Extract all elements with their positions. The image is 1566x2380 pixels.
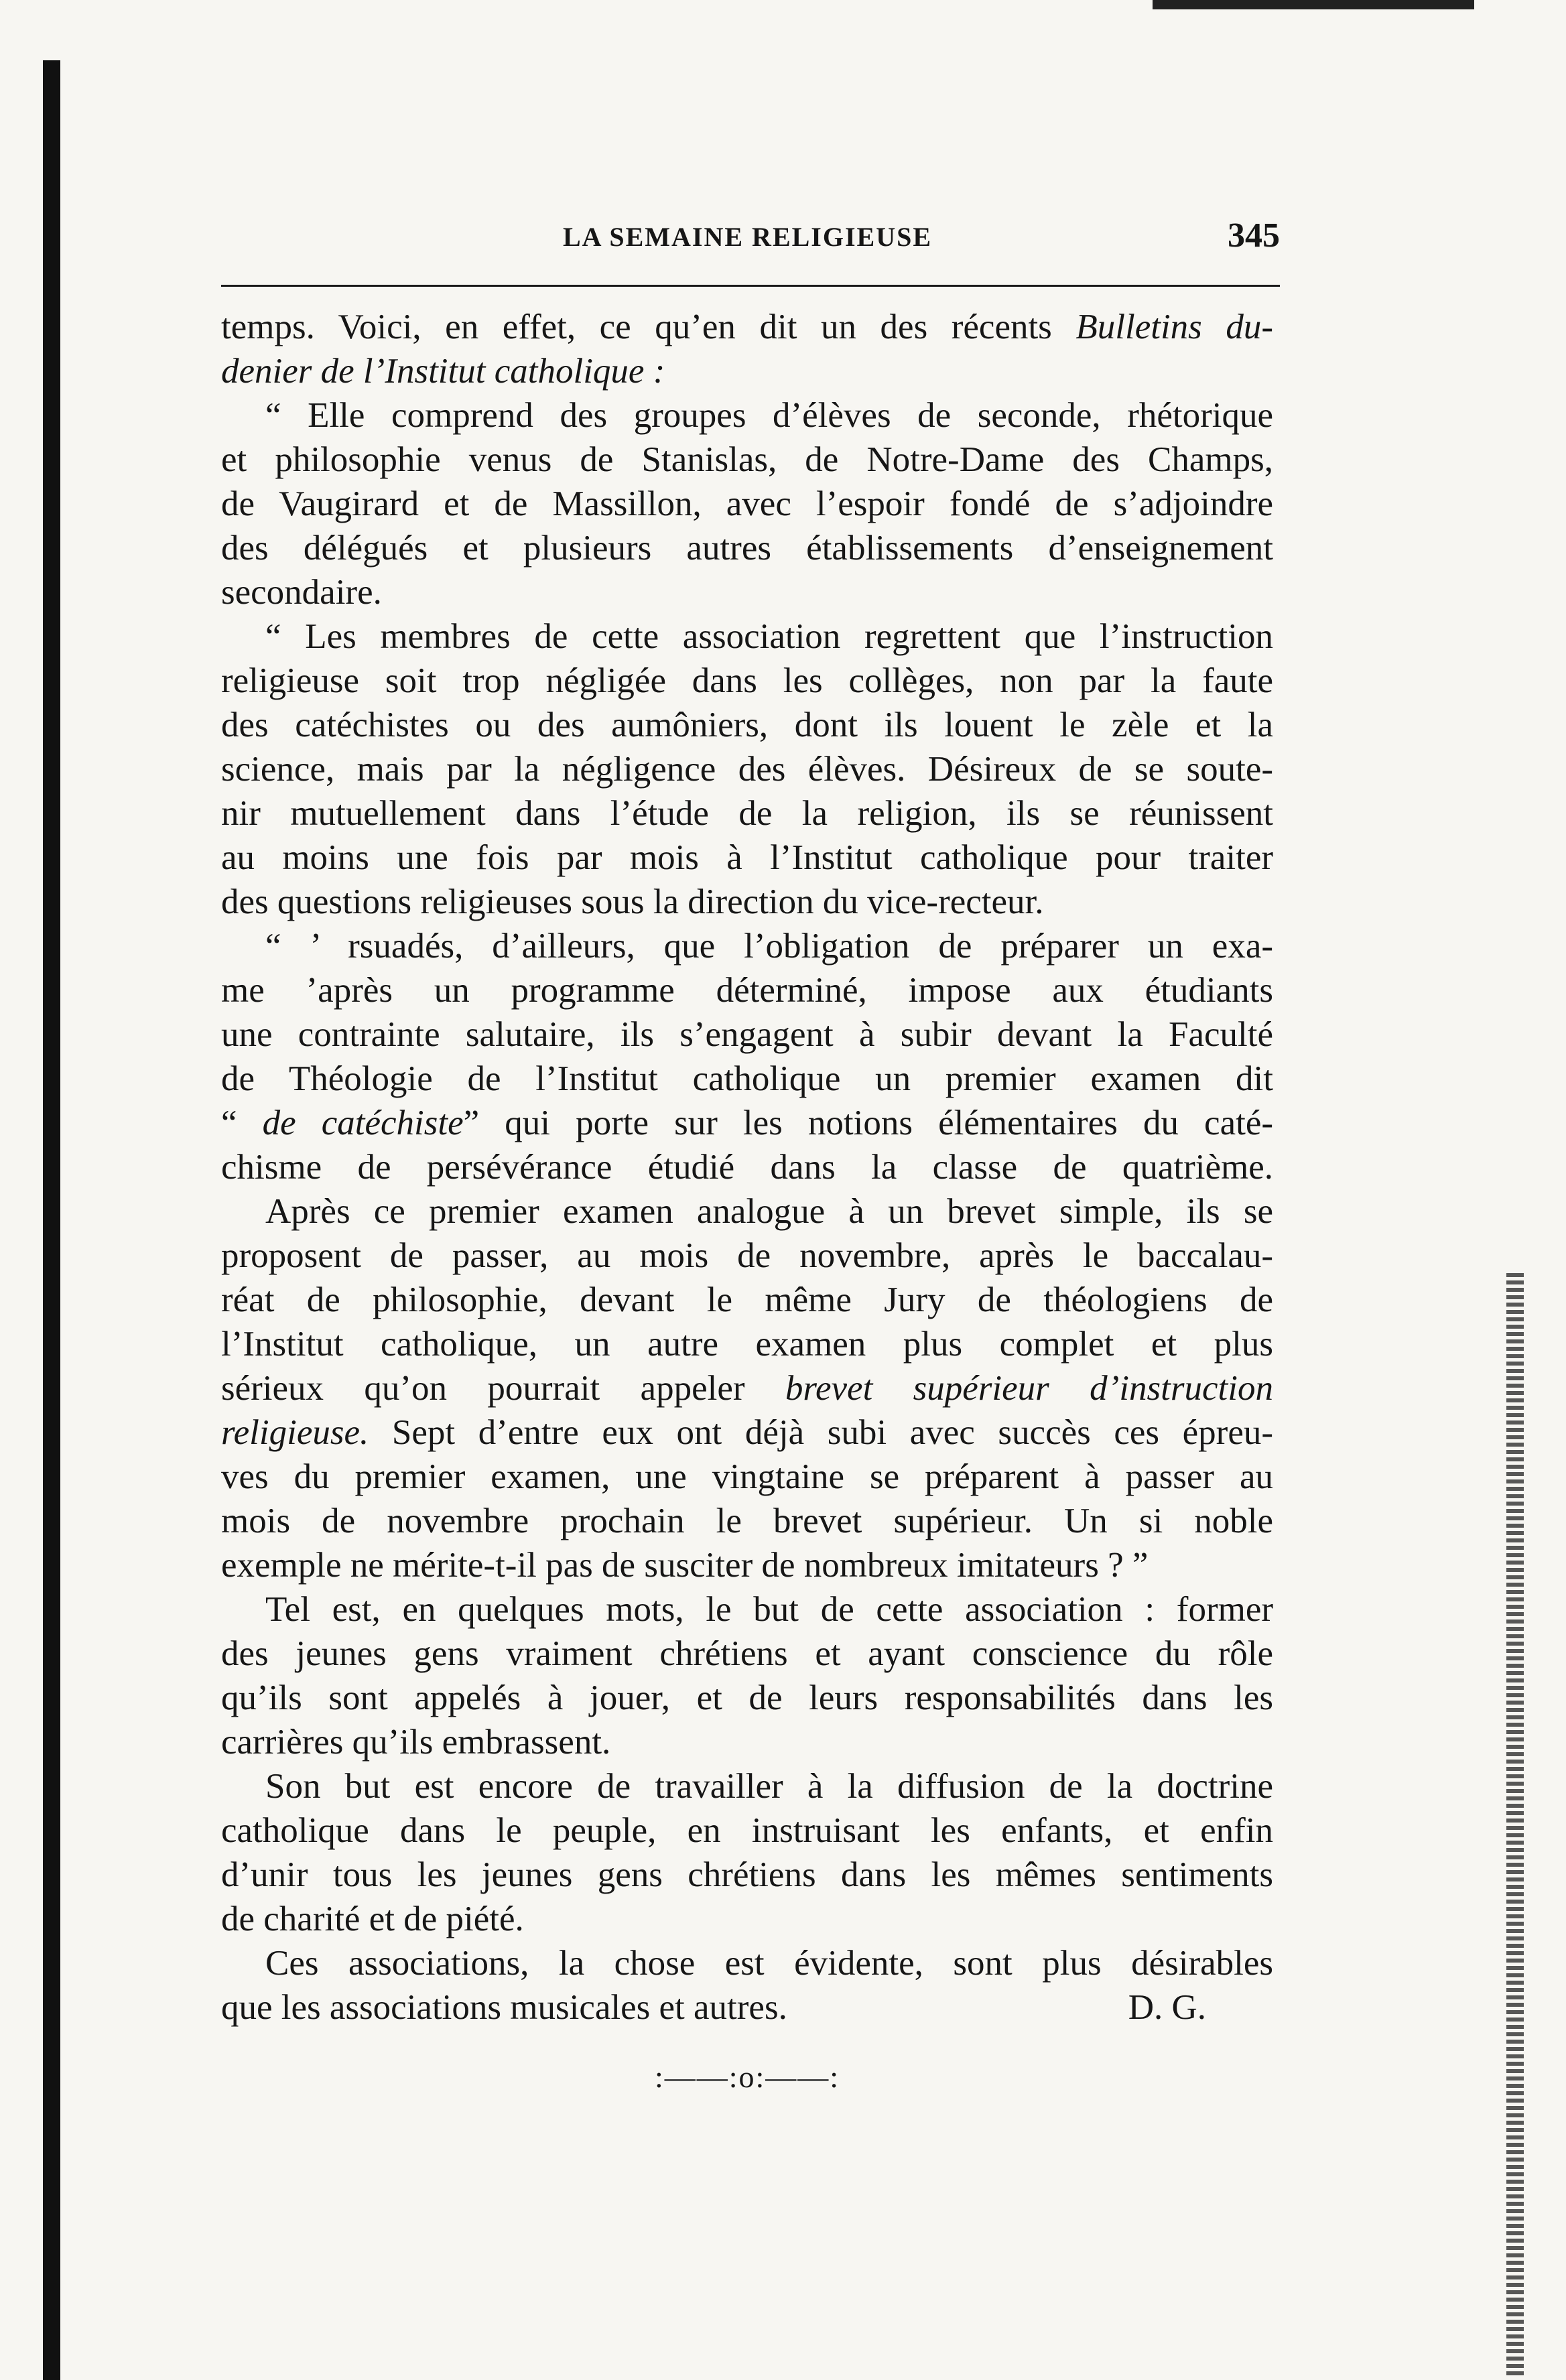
text-line: des jeunes gens vraiment chrétiens et ayant conscience du rôle <box>221 1634 1273 1673</box>
scan-edge-top <box>1153 0 1474 9</box>
text-line: denier de l’Institut catholique : <box>221 352 665 391</box>
scan-edge-left <box>43 60 60 2380</box>
text-line: me ’après un programme déterminé, impose aux étudiants <box>221 971 1273 1010</box>
text-line: de charité et de piété. <box>221 1900 524 1938</box>
text-line: des délégués et plusieurs autres établissements d’enseignement <box>221 529 1273 568</box>
text-line: carrières qu’ils embrassent. <box>221 1723 611 1762</box>
text-line: temps. Voici, en effet, ce qu’en dit un des récents Bulletins du- <box>221 308 1274 346</box>
last-sentence: que les associations musicales et autres. <box>221 1988 787 2027</box>
header-rule <box>221 285 1280 287</box>
text-line: Tel est, en quelques mots, le but de cette association : former <box>265 1590 1273 1629</box>
text-line: nir mutuellement dans l’étude de la religion, ils se réunissent <box>221 794 1273 833</box>
scan-edge-right <box>1506 1273 1524 2379</box>
text-line: religieuse soit trop négligée dans les collèges, non par la faute <box>221 661 1273 700</box>
text-line: “ Les membres de cette association regrettent que l’instruction <box>265 617 1273 656</box>
page-number: 345 <box>1228 216 1280 255</box>
text-line: au moins une fois par mois à l’Institut catholique pour traiter <box>221 838 1273 877</box>
text-line: sérieux qu’on pourrait appeler brevet supérieur d’instruction <box>221 1369 1273 1408</box>
running-title: LA SEMAINE RELIGIEUSE <box>563 222 933 252</box>
end-ornament: :——:o:——: <box>654 2060 840 2094</box>
text-line: secondaire. <box>221 573 382 612</box>
text-line: proposent de passer, au mois de novembre, après le baccalau- <box>221 1236 1273 1275</box>
text-line: Ces associations, la chose est évidente, sont plus désirables <box>265 1944 1273 1983</box>
text-line: et philosophie venus de Stanislas, de Notre-Dame des Champs, <box>221 440 1273 479</box>
text-line: “ Elle comprend des groupes d’élèves de seconde, rhétorique <box>265 396 1273 435</box>
text-line: de Vaugirard et de Massillon, avec l’espoir fondé de s’adjoindre <box>221 484 1273 523</box>
text-line: de Théologie de l’Institut catholique un premier examen dit <box>221 1059 1273 1098</box>
text-line: exemple ne mérite-t-il pas de susciter de nombreux imitateurs ? ” <box>221 1546 1149 1585</box>
text-line: réat de philosophie, devant le même Jury de théologiens de <box>221 1280 1273 1319</box>
text-line: science, mais par la négligence des élèves. Désireux de se soute- <box>221 750 1273 789</box>
text-line: Son but est encore de travailler à la diffusion de la doctrine <box>265 1767 1273 1806</box>
text-line: religieuse. Sept d’entre eux ont déjà subi avec succès ces épreu- <box>221 1413 1273 1452</box>
text-line: des questions religieuses sous la direction du vice-recteur. <box>221 882 1044 921</box>
text-line: d’unir tous les jeunes gens chrétiens dans les mêmes sentiments <box>221 1855 1273 1894</box>
closing-line <box>221 1985 1273 2030</box>
text-line: qu’ils sont appelés à jouer, et de leurs responsabilités dans les <box>221 1678 1273 1717</box>
text-line: ves du premier examen, une vingtaine se préparent à passer au <box>221 1457 1273 1496</box>
text-line: “ de catéchiste” qui porte sur les notions élémentaires du caté- <box>221 1104 1273 1142</box>
text-line: mois de novembre prochain le brevet supérieur. Un si noble <box>221 1502 1273 1540</box>
text-line: catholique dans le peuple, en instruisant les enfants, et enfin <box>221 1811 1273 1850</box>
article-body <box>221 305 1273 2099</box>
text-line: “ ’ rsuadés, d’ailleurs, que l’obligation de préparer un exa- <box>265 927 1273 966</box>
signature: D. G. <box>1128 1988 1206 2027</box>
page-header <box>221 216 1280 261</box>
text-line: l’Institut catholique, un autre examen plus complet et plus <box>221 1325 1273 1364</box>
text-line: chisme de persévérance étudié dans la classe de quatrième. <box>221 1148 1273 1187</box>
text-line: des catéchistes ou des aumôniers, dont ils louent le zèle et la <box>221 706 1273 744</box>
text-line: une contrainte salutaire, ils s’engagent à subir devant la Faculté <box>221 1015 1273 1054</box>
text-line: Après ce premier examen analogue à un brevet simple, ils se <box>265 1192 1273 1231</box>
